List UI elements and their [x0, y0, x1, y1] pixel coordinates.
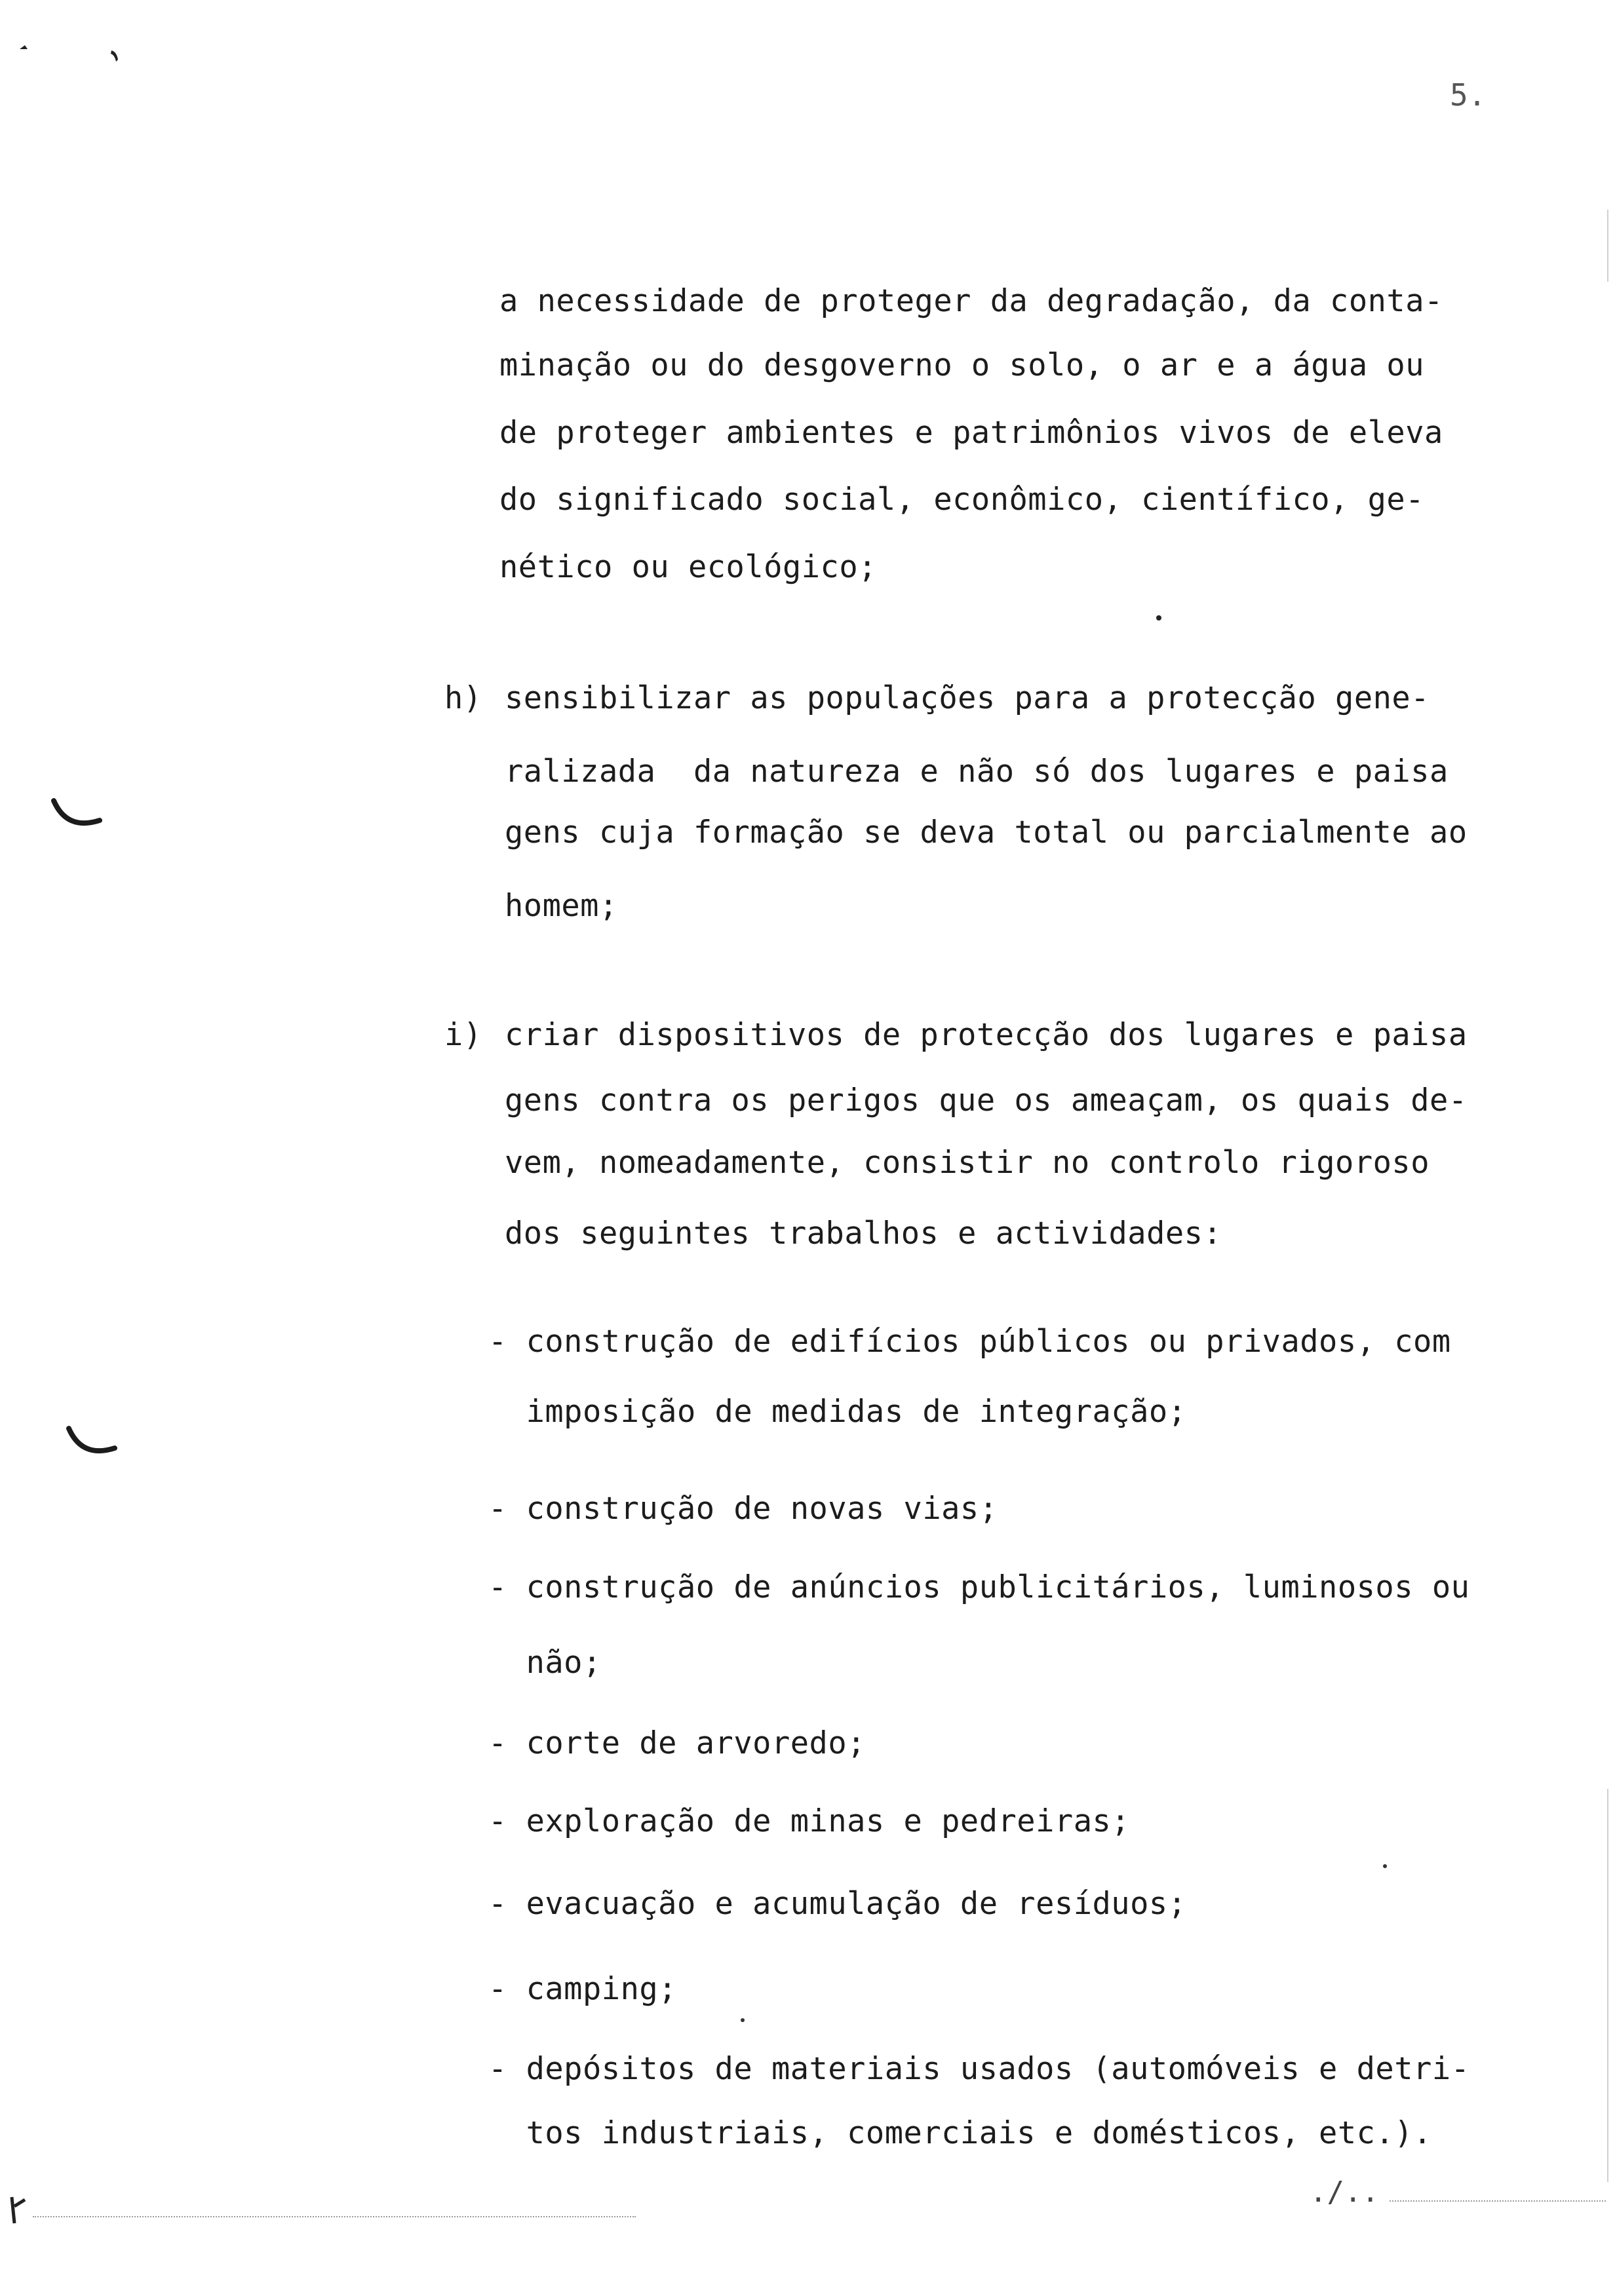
item-h-line: ralizada da natureza e não só dos lugares e paisa [505, 754, 1449, 790]
dash-item-line: - construção de anúncios publicitários, luminosos ou [488, 1569, 1470, 1605]
item-i-marker: i) [444, 1017, 482, 1053]
dash-item-line: - exploração de minas e pedreiras; [488, 1803, 1131, 1839]
paragraph-line: de proteger ambientes e patrimônios vivos de eleva [499, 415, 1443, 451]
scan-speck-mark [1380, 1861, 1393, 1874]
scan-speck-marks [13, 36, 131, 75]
paragraph-line: do significado social, econômico, científico, ge- [499, 482, 1425, 518]
scan-speck-mark [737, 2015, 750, 2028]
dash-item-line: - depósitos de materiais usados (automóveis e detri- [488, 2051, 1470, 2087]
punch-hole-mark [47, 793, 106, 839]
page-number: 5. [1450, 77, 1487, 113]
punch-hole-mark [62, 1421, 121, 1466]
item-i-line: gens contra os perigos que os ameaçam, os quais de- [505, 1082, 1468, 1119]
scan-speck-mark [1154, 613, 1167, 626]
paragraph-line: minação ou do desgoverno o solo, o ar e a água ou [499, 347, 1425, 383]
item-h-line: gens cuja formação se deva total ou parcialmente ao [505, 814, 1468, 851]
item-h-line: sensibilizar as populações para a protecção gene- [505, 680, 1430, 716]
dash-item-line: - camping; [488, 1971, 677, 2007]
item-i-line: vem, nomeadamente, consistir no controlo rigoroso [505, 1145, 1430, 1181]
item-h-marker: h) [444, 680, 482, 716]
paragraph-line: nético ou ecológico; [499, 549, 877, 585]
scan-edge-line [1607, 210, 1608, 282]
dash-item-line: - corte de arvoredo; [488, 1725, 866, 1761]
continuation-mark: ./.. [1310, 2175, 1379, 2209]
item-i-line: dos seguintes trabalhos e actividades: [505, 1215, 1222, 1252]
scan-bottom-dotted-line [1390, 2200, 1606, 2202]
dash-item-line: - construção de edifícios públicos ou privados, com [488, 1324, 1451, 1360]
scan-bottom-dotted-line [33, 2216, 636, 2217]
dash-item-line: não; [488, 1645, 602, 1681]
dash-item-line: tos industriais, comerciais e domésticos, etc.). [488, 2115, 1432, 2151]
dash-item-line: - construção de novas vias; [488, 1491, 998, 1527]
item-h-line: homem; [505, 888, 618, 924]
paragraph-line: a necessidade de proteger da degradação, da conta- [499, 283, 1443, 319]
dash-item-line: - evacuação e acumulação de resíduos; [488, 1886, 1187, 1922]
scan-edge-line [1607, 1789, 1608, 2182]
dash-item-line: imposição de medidas de integração; [488, 1394, 1187, 1430]
item-i-line: criar dispositivos de protecção dos lugares e paisa [505, 1017, 1468, 1053]
corner-mark [5, 2192, 45, 2231]
